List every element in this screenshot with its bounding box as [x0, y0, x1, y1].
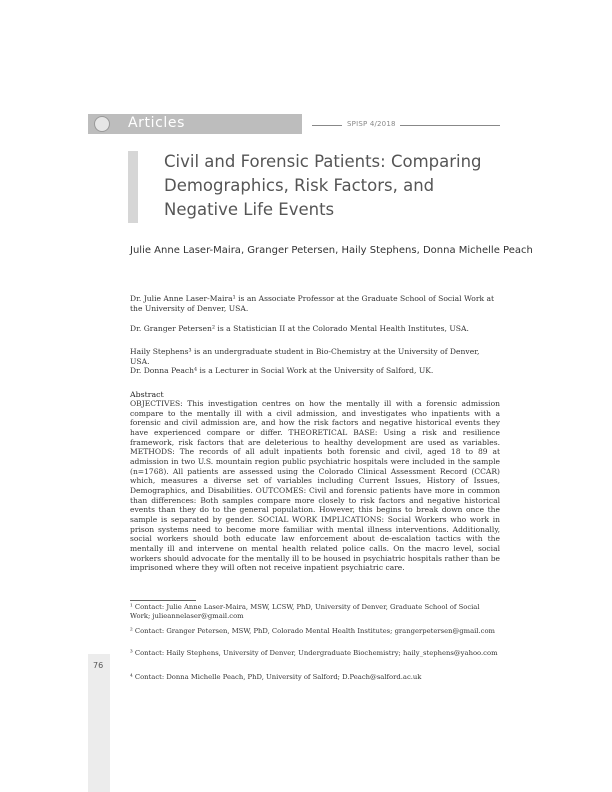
page-number-bar: [88, 654, 110, 792]
footnote-1: ¹ Contact: Julie Anne Laser-Maira, MSW, LCSW, PhD, University of Denver, Graduate School of Social Work; julieannelaser@gmail.com: [130, 603, 480, 621]
journal-emblem-icon: [94, 116, 110, 132]
footnote-4: ⁴ Contact: Donna Michelle Peach, PhD, University of Salford; D.Peach@salford.ac.uk: [130, 673, 422, 681]
article-title: Civil and Forensic Patients: Comparing Demographics, Risk Factors, and Negative Life Events: [164, 152, 482, 219]
footnote-2: ² Contact: Granger Petersen, MSW, PhD, Colorado Mental Health Institutes; grangerpetersen@gmail.com: [130, 627, 495, 635]
affiliation-4: Dr. Donna Peach⁴ is a Lecturer in Social Work at the University of Salford, UK.: [130, 366, 434, 375]
affiliation-1: Dr. Julie Anne Laser-Maira¹ is an Associate Professor at the Graduate School of Social Work at the University of Denver, USA.: [130, 294, 495, 313]
author-list: Julie Anne Laser-Maira, Granger Petersen, Haily Stephens, Donna Michelle Peach: [130, 245, 533, 256]
page-number: 76: [93, 661, 104, 670]
abstract-body: OBJECTIVES: This investigation centres on how the mentally ill with a forensic admission compare to the mentally ill with a civil admission, and investigates who inpatients with a forensic and civil admission are, and how the risk factors and negative historical events they have experienced compare or differ. THEORETICAL BASE: Using a risk and resilience framework, risk factors that are deleterious to healthy development are used as variables. METHODS: The records of all adult inpatients both forensic and civil, aged 18 to 89 at admission in two U.S. mountain region public psychiatric hospitals were included in the sample (n=1768). All patients are assessed using the Colorado Clinical Assessment Record (CCAR) which, measures a diverse set of variables including Current Issues, History of Issues, Demographics, and Disabilities. OUTCOMES: Civil and forensic patients have more in common than differences: Both samples compare more closely to risk factors and negative historical events than they do to the general population. However, this begins to break down once the sample is separated by gender. SOCIAL WORK IMPLICATIONS: Social Workers who work in prison systems need to become more familiar with mental illness interventions. Additionally, social workers should both educate law enforcement about de-escalation tactics with the mentally ill and intervene on mental health related police calls. On the macro level, social workers should advocate for the mentally ill to be housed in psychiatric hospitals rather than be imprisoned where they will often not receive inpatient psychiatric care.: [130, 399, 500, 573]
section-header-bar: [88, 114, 302, 134]
journal-issue-id: SPISP 4/2018: [347, 120, 396, 128]
affiliation-3: Haily Stephens³ is an undergraduate student in Bio-Chemistry at the University of Denver, USA.: [130, 347, 480, 366]
abstract-heading: Abstract: [130, 390, 164, 399]
section-label: Articles: [128, 115, 186, 131]
footnote-divider: [130, 600, 196, 601]
affiliation-2: Dr. Granger Petersen² is a Statistician II at the Colorado Mental Health Institutes, USA.: [130, 324, 469, 333]
header-divider-left: [312, 125, 342, 126]
footnote-3: ³ Contact: Haily Stephens, University of Denver, Undergraduate Biochemistry; haily_stephens@yahoo.com: [130, 649, 498, 657]
header-divider-right: [400, 125, 500, 126]
title-accent-bar: [128, 151, 138, 223]
